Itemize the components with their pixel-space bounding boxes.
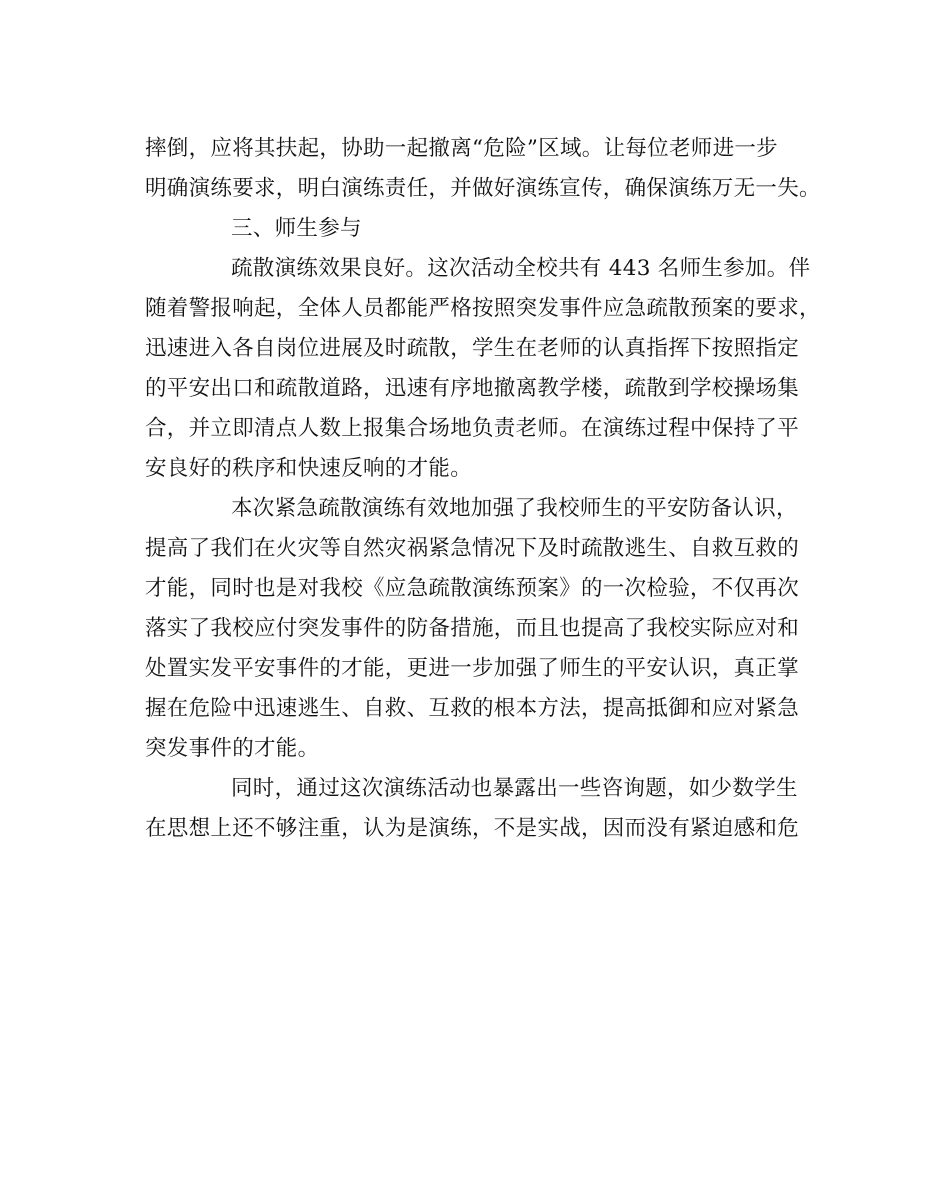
text-line: 握在危险中迅速逃生、自救、互救的根本方法，提高抵御和应对紧急 xyxy=(145,696,800,721)
paragraph-start: 本次紧急疏散演练有效地加强了我校师生的平安防备认识， xyxy=(231,496,798,521)
paragraph-start: 疏散演练效果良好。这次活动全校共有 443 名师生参加。伴 xyxy=(231,256,811,281)
section-heading: 三、师生参与 xyxy=(231,216,362,241)
text-line: 才能，同时也是对我校《应急疏散演练预案》的一次检验，不仅再次 xyxy=(145,576,800,601)
text-line: 安良好的秩序和快速反响的才能。 xyxy=(145,456,473,481)
text-line: 合，并立即清点人数上报集合场地负责老师。在演练过程中保持了平 xyxy=(145,416,800,441)
text-line: 突发事件的才能。 xyxy=(145,736,320,761)
body-text xyxy=(145,129,821,849)
text-line: 迅速进入各自岗位进展及时疏散，学生在老师的认真指挥下按照指定 xyxy=(145,336,800,361)
text-line: 的平安出口和疏散道路，迅速有序地撤离教学楼，疏散到学校操场集 xyxy=(145,376,800,401)
text-line: 摔倒，应将其扶起，协助一起撤离“危险”区域。让每位老师进一步 xyxy=(145,136,778,161)
text-line: 明确演练要求，明白演练责任，并做好演练宣传，确保演练万无一失。 xyxy=(145,176,821,201)
paragraph-start: 同时，通过这次演练活动也暴露出一些咨询题，如少数学生 xyxy=(231,776,798,801)
text-line: 处置实发平安事件的才能，更进一步加强了师生的平安认识，真正掌 xyxy=(145,656,800,681)
text-line: 落实了我校应付突发事件的防备措施，而且也提高了我校实际应对和 xyxy=(145,616,800,641)
text-line: 提高了我们在火灾等自然灾祸紧急情况下及时疏散逃生、自救互救的 xyxy=(145,536,800,561)
text-line: 在思想上还不够注重，认为是演练，不是实战，因而没有紧迫感和危 xyxy=(145,816,800,841)
text-line: 随着警报响起，全体人员都能严格按照突发事件应急疏散预案的要求， xyxy=(145,296,821,321)
